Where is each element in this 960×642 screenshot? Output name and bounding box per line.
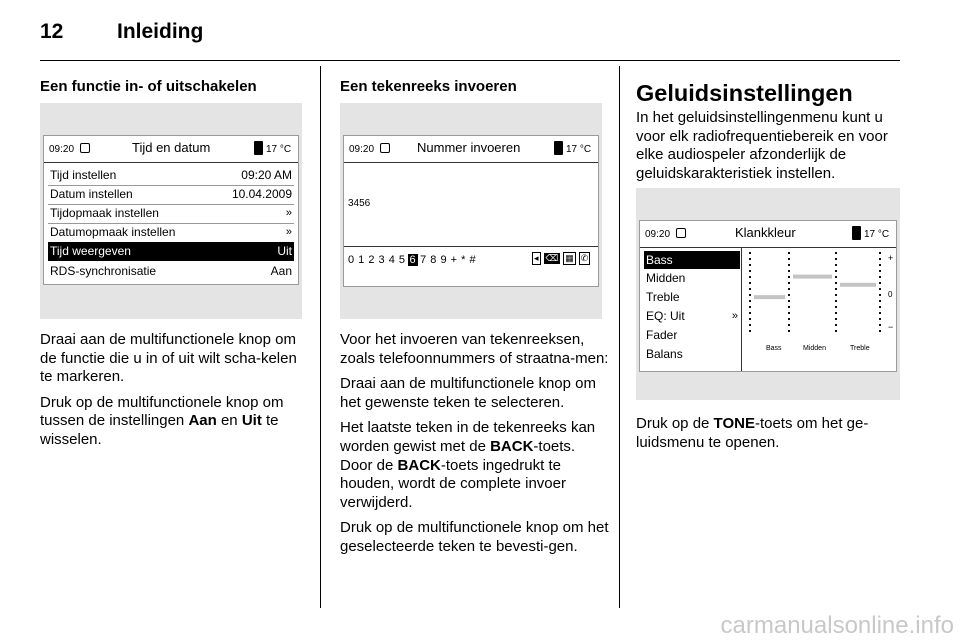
text-run: -toets ingedrukt te houden, wordt de complete invoer verwijderd. [340, 456, 566, 511]
column-3 [636, 79, 904, 190]
text-run: Het laatste teken in de tekenreeks kan worden gewist met de [340, 419, 596, 455]
scale-dot [879, 324, 881, 326]
backspace-icon[interactable]: ⌫ [545, 253, 559, 263]
scale-dot [835, 324, 837, 326]
menu-item-midden[interactable]: Midden [646, 271, 686, 285]
scale-minus-label: − [888, 322, 894, 332]
menu-item-value: 09:20 AM [241, 168, 292, 182]
scale-dot [788, 276, 790, 278]
paragraph: Draai aan de multifunctionele knop om de functie die u in of uit wilt scha-kelen te markeren. [40, 331, 297, 386]
scale-dot [788, 282, 790, 284]
scale-dot [879, 330, 881, 332]
scale-dot [788, 300, 790, 302]
scale-dot [749, 282, 751, 284]
menu-item-value: Uit [277, 244, 292, 258]
column-divider-2 [619, 66, 620, 608]
status-bar [44, 136, 298, 163]
menu-item-fader[interactable]: Fader [646, 328, 678, 342]
paragraph: Voor het invoeren van tekenreeksen, zoals telefoonnummers of straatna-men: [340, 331, 609, 367]
menu-item-balans[interactable]: Balans [646, 347, 683, 361]
slider-handle-2[interactable] [840, 283, 876, 287]
menu-item-label: EQ: Uit [646, 309, 685, 323]
chevron-right-icon: » [285, 207, 292, 219]
scale-dot [788, 318, 790, 320]
clock-icon [676, 228, 686, 238]
scale-dot [788, 324, 790, 326]
scale-dot [879, 312, 881, 314]
scale-dot [749, 258, 751, 260]
clock-icon [380, 143, 390, 153]
menu-item-treble[interactable]: Treble [646, 290, 680, 304]
scale-dot [749, 300, 751, 302]
screen-title: Klankkleur [735, 225, 796, 240]
page-title: Inleiding [117, 20, 204, 43]
column-1 [40, 78, 308, 95]
scale-dot [879, 294, 881, 296]
scale-dot [879, 264, 881, 266]
column-2 [340, 78, 608, 95]
scale-dot [879, 270, 881, 272]
entry-field[interactable]: 3456 [348, 198, 371, 209]
scale-dot [788, 270, 790, 272]
column-divider-1 [320, 66, 321, 608]
divider [344, 246, 598, 247]
bold-term: TONE [713, 415, 755, 432]
menu-item-bass[interactable]: Bass [644, 251, 740, 269]
scale-dot [835, 282, 837, 284]
chevron-right-icon: » [731, 310, 738, 322]
screenshot-tijd-en-datum [40, 103, 302, 319]
menu-item-datumopmaak[interactable] [48, 223, 294, 243]
scale-dot [788, 312, 790, 314]
scale-dot [749, 330, 751, 332]
scale-dot [749, 288, 751, 290]
bold-term: Aan [188, 412, 217, 430]
scale-dot [749, 252, 751, 254]
section-heading-toggle: Een functie in- of uitschakelen [40, 78, 257, 95]
scale-dot [788, 294, 790, 296]
character-selector[interactable] [348, 254, 476, 266]
slider-handle-1[interactable] [793, 275, 832, 279]
text-run: Druk op de [636, 415, 714, 432]
scale-dot [835, 276, 837, 278]
slider-label-treble: Treble [850, 345, 870, 352]
scale-dot [749, 264, 751, 266]
section-heading-string: Een tekenreeks invoeren [340, 78, 517, 95]
scale-dot [879, 252, 881, 254]
equalizer-sliders[interactable] [742, 248, 896, 370]
paragraph: Druk op de multifunctionele knop om het geselecteerde teken te bevesti-gen. [340, 519, 609, 555]
text-run: Druk op de multifunctionele knop om tussen de instellingen [40, 393, 284, 430]
display-screen [639, 220, 897, 372]
scale-dot [788, 264, 790, 266]
cursor-left-icon[interactable]: ◂ [534, 253, 539, 263]
slider-label-midden: Midden [803, 345, 826, 352]
clock-time: 09:20 [645, 229, 671, 240]
scale-dot [879, 318, 881, 320]
thermometer-icon [254, 141, 263, 155]
clock-time: 09:20 [349, 144, 375, 155]
intro-paragraph: In het geluidsinstellingenmenu kunt u voor elk radiofrequentiebereik en voor elke audiospeler afzonderlijk de geluidskarakteristiek instellen. [636, 109, 888, 182]
menu-item-datum-instellen[interactable] [48, 185, 294, 205]
bold-term: BACK [490, 437, 534, 455]
selected-character[interactable]: 6 [409, 254, 417, 266]
scale-dot [788, 306, 790, 308]
scale-dot [788, 252, 790, 254]
paragraph [636, 415, 904, 452]
chevron-right-icon: » [285, 226, 292, 238]
scale-dot [835, 264, 837, 266]
column-2-text [340, 331, 610, 564]
header-rule [40, 60, 900, 61]
menu-item-value: Aan [270, 264, 292, 278]
menu-item-label: Datum instellen [50, 187, 133, 201]
menu-item-label: Tijdopmaak instellen [50, 206, 159, 220]
scale-dot [788, 258, 790, 260]
scale-dot [835, 288, 837, 290]
scale-dot [749, 324, 751, 326]
scale-dot [879, 306, 881, 308]
scale-dot [835, 300, 837, 302]
menu-item-eq[interactable] [644, 307, 740, 326]
scale-dot [749, 306, 751, 308]
scale-dot [835, 330, 837, 332]
temperature: 17 °C [266, 144, 292, 155]
temperature: 17 °C [566, 144, 592, 155]
screen-title: Nummer invoeren [417, 140, 521, 155]
paragraph [340, 419, 610, 512]
section-heading-sound: Geluidsinstellingen [636, 80, 853, 106]
text-run: te wisselen. [40, 412, 279, 448]
keypad-icon[interactable]: ▦ [565, 253, 574, 263]
scale-dot [835, 252, 837, 254]
menu-item-label: Tijd weergeven [50, 244, 131, 258]
display-screen [343, 135, 599, 287]
column-3-text [636, 415, 904, 459]
character-list[interactable]: 7 8 9 + * # [420, 254, 477, 266]
menu-item-tijd-weergeven[interactable] [48, 242, 294, 261]
temperature: 17 °C [864, 229, 890, 240]
screenshot-nummer-invoeren [340, 103, 602, 319]
scale-dot [835, 258, 837, 260]
menu-item-label: Tijd instellen [50, 168, 117, 182]
page-header [0, 0, 960, 62]
bold-term: BACK [397, 456, 441, 474]
entry-actions [532, 252, 590, 265]
screenshot-klankkleur [636, 188, 900, 400]
scale-dot [835, 312, 837, 314]
scale-dot [749, 318, 751, 320]
menu-item-label: Datumopmaak instellen [50, 225, 176, 239]
scale-dot [879, 300, 881, 302]
scale-plus-label: + [888, 253, 894, 263]
paragraph [40, 394, 308, 450]
scale-dot [879, 288, 881, 290]
character-list[interactable]: 0 1 2 3 4 5 [348, 254, 406, 266]
scale-dot [835, 318, 837, 320]
scale-dot [749, 276, 751, 278]
scale-dot [788, 330, 790, 332]
bold-term: Uit [241, 412, 262, 430]
scale-dot [835, 270, 837, 272]
menu-item-rds[interactable] [48, 262, 294, 281]
text-run: -toets. Door de [340, 437, 576, 474]
scale-dot [879, 258, 881, 260]
watermark: carmanualsonline.info [720, 612, 954, 639]
status-bar [344, 136, 598, 163]
page-number: 12 [40, 20, 64, 43]
scale-dot [749, 270, 751, 272]
scale-dot [879, 276, 881, 278]
display-screen [43, 135, 299, 285]
scale-dot [749, 294, 751, 296]
thermometer-icon [852, 226, 861, 240]
menu-item-tijd-instellen[interactable] [48, 166, 294, 186]
sound-menu [644, 251, 740, 364]
scale-dot [835, 306, 837, 308]
phone-icon[interactable]: ✆ [580, 253, 589, 263]
scale-dot [788, 288, 790, 290]
scale-dot [835, 294, 837, 296]
scale-zero-label: 0 [888, 290, 893, 299]
menu-item-value: 10.04.2009 [231, 187, 292, 201]
scale-dot [749, 312, 751, 314]
paragraph: Draai aan de multifunctionele knop om het gewenste teken te selecteren. [340, 375, 596, 411]
thermometer-icon [554, 141, 563, 155]
clock-icon [80, 143, 90, 153]
column-1-text [40, 331, 308, 457]
scale-dot [879, 282, 881, 284]
menu-item-tijdopmaak[interactable] [48, 204, 294, 224]
slider-label-bass: Bass [766, 345, 782, 352]
slider-handle-0[interactable] [754, 295, 785, 299]
text-run: -toets om het ge-luidsmenu te openen. [636, 415, 869, 451]
text-run: en [216, 412, 242, 430]
screen-title: Tijd en datum [132, 140, 211, 155]
clock-time: 09:20 [49, 144, 75, 155]
status-bar [640, 221, 896, 248]
menu-item-label: RDS-synchronisatie [50, 264, 157, 278]
